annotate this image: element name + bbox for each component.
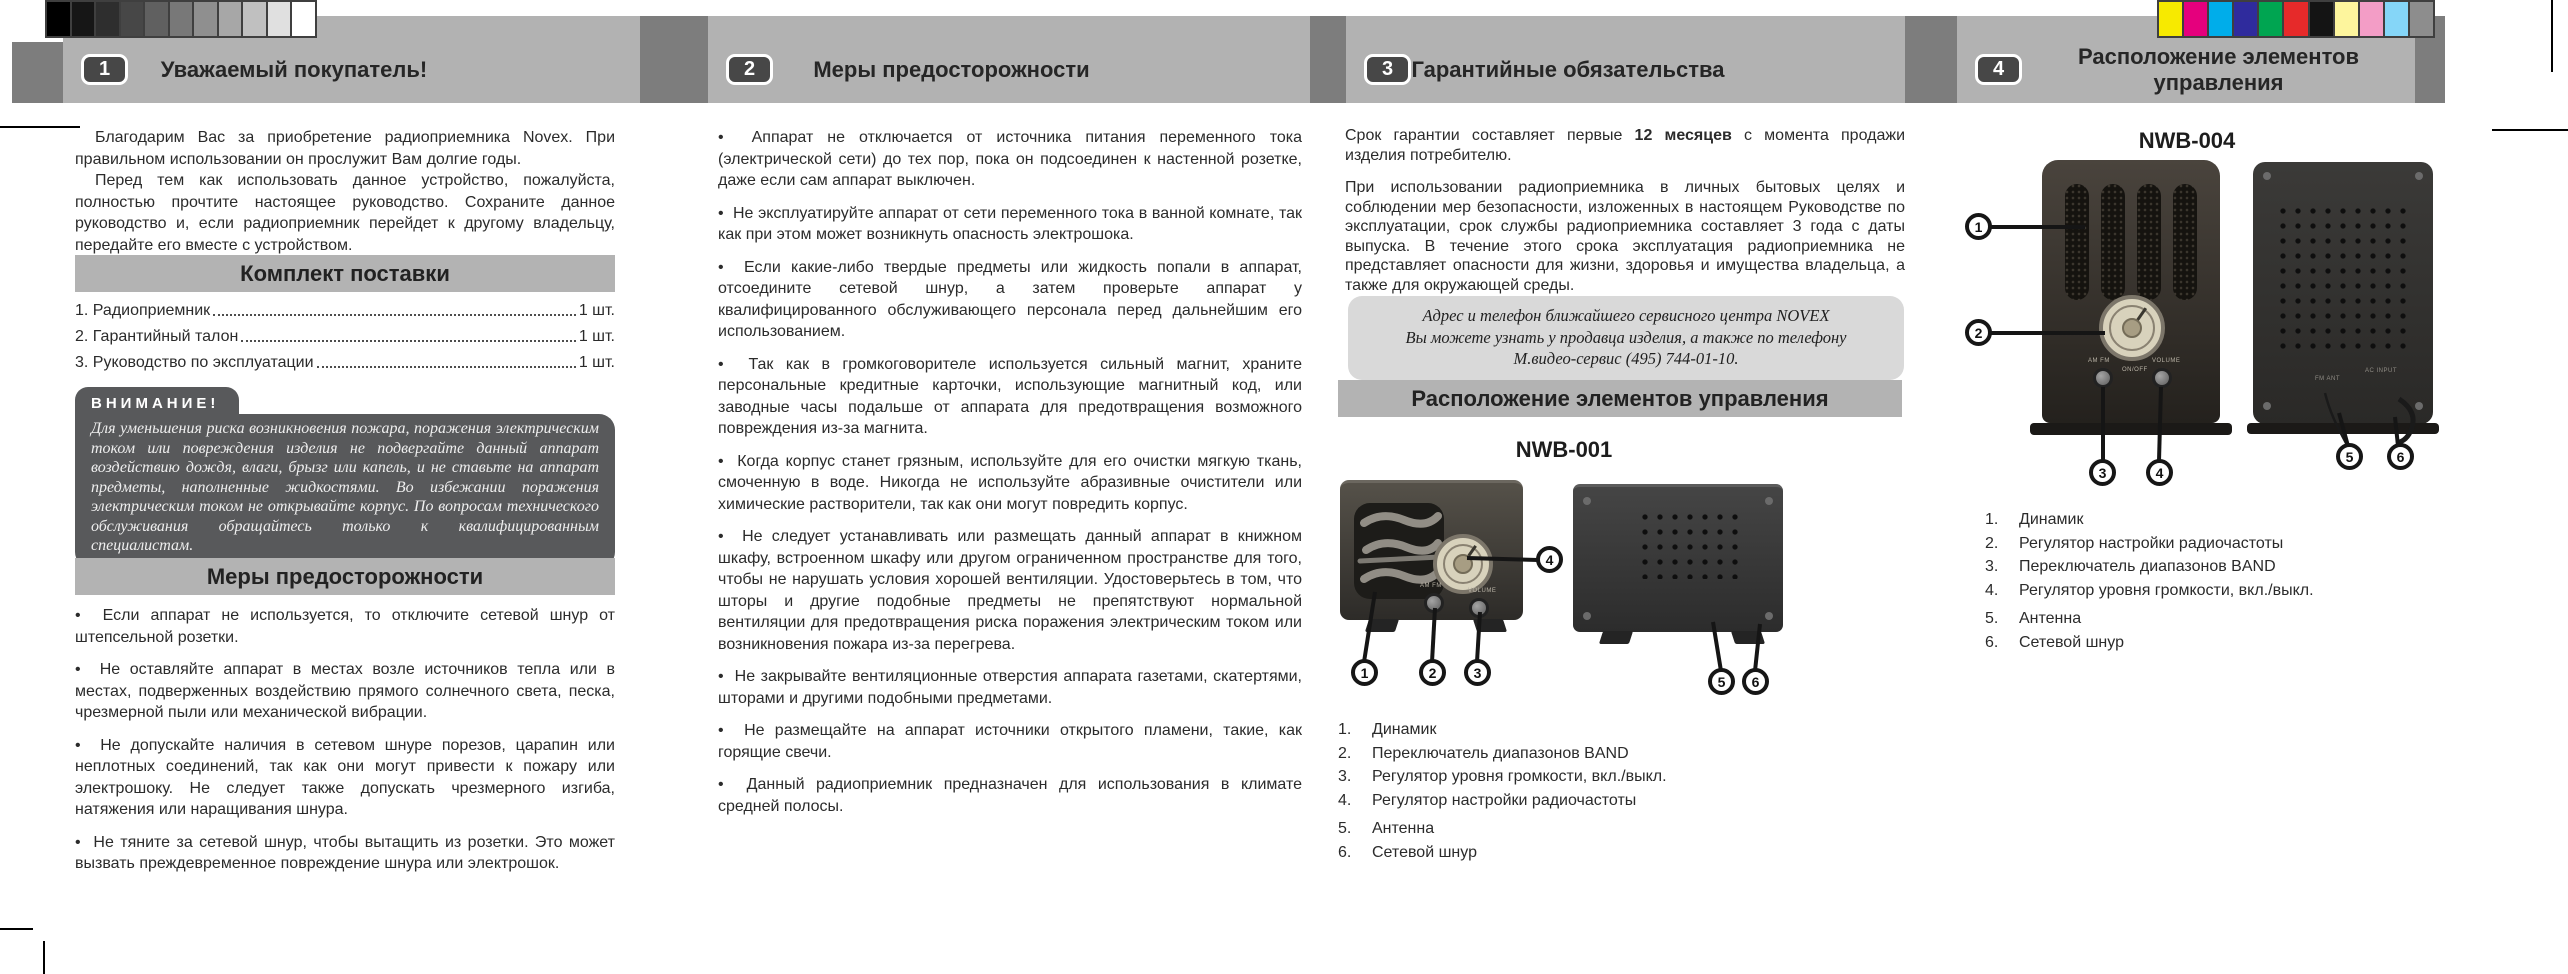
- dotted-leader: [317, 366, 576, 368]
- callout-2: 2: [1419, 659, 1446, 686]
- section-header-2: [708, 16, 1310, 103]
- warranty-paragraph-1: [1345, 126, 1905, 166]
- section-title: Расположение элементов управления: [2077, 43, 2360, 95]
- nwb-001-photos: [1335, 472, 1790, 707]
- calibration-swatch: [2234, 2, 2259, 36]
- power-knob-label: ON/OFF: [2122, 367, 2148, 373]
- bullet-item: • Так как в громкоговорителе используется сильный магнит, храните персональные кредитные карточки, использующие магнитный код, или заводные часы подальше от аппарата для предотвращения возможного повреждения из-за магнита.: [718, 354, 1302, 440]
- calibration-swatch: [96, 2, 121, 36]
- kit-item-label: 2. Гарантийный талон: [75, 328, 239, 345]
- list-item: [1338, 765, 1898, 789]
- section-number-badge: 2: [726, 54, 773, 85]
- list-item: [1985, 508, 2520, 532]
- list-item: [1338, 789, 1898, 813]
- list-item: [1985, 579, 2520, 603]
- callout-3: 3: [1464, 659, 1491, 686]
- calibration-swatch: [219, 2, 244, 36]
- section-number-badge: 3: [1364, 54, 1411, 85]
- section-number-badge: 1: [81, 54, 128, 85]
- callout-4: 4: [1536, 546, 1563, 573]
- calibration-swatch: [145, 2, 170, 36]
- calibration-swatch: [2410, 2, 2433, 36]
- calibration-swatch: [194, 2, 219, 36]
- kit-list: [75, 302, 615, 380]
- intro-paragraphs: [75, 127, 615, 256]
- attention-box: [75, 387, 615, 568]
- list-item-number: 3.: [1985, 558, 1999, 575]
- list-item-label: Динамик: [2019, 511, 2084, 528]
- service-center-note: [1348, 296, 1904, 380]
- warranty-period: 12 месяцев: [1634, 127, 1732, 144]
- bullet-item: • Когда корпус станет грязным, используйте для его очистки мягкую ткань, смоченную в воде. Никогда не используйте абразивные очистители или химические растворители, так как они могут повредить корпус.: [718, 451, 1302, 516]
- header-divider: [12, 42, 63, 103]
- section-number-badge: 4: [1975, 54, 2022, 85]
- section-title: Уважаемый покупатель!: [160, 56, 428, 82]
- color-calibration-bar: [2157, 0, 2435, 38]
- bullet-item: • Не допускайте наличия в сетевом шнуре порезов, царапин или неплотных соединений, так как они могут привести к пожару или электрошоку. Не следует также допускать чрезмерного изгиба, натяжения или наращивания шнура.: [75, 735, 615, 821]
- calibration-swatch: [2385, 2, 2410, 36]
- bullet-item: • Не закрывайте вентиляционные отверстия аппарата газетами, скатертями, шторами и другими подобными предметами.: [718, 666, 1302, 709]
- kit-item-label: 3. Руководство по эксплуатации: [75, 354, 314, 371]
- nwb-001-controls-list: [1338, 718, 1898, 864]
- calibration-swatch: [2209, 2, 2234, 36]
- callout-5: 5: [2336, 443, 2363, 470]
- safety-header: Меры предосторожности: [75, 558, 615, 595]
- calibration-swatch: [2360, 2, 2385, 36]
- list-item-label: Переключатель диапазонов BAND: [2019, 558, 2276, 575]
- dotted-leader: [241, 340, 576, 342]
- calibration-swatch: [2284, 2, 2309, 36]
- calibration-swatch: [2159, 2, 2184, 36]
- callout-5: 5: [1708, 668, 1735, 695]
- intro-paragraph-1: Благодарим Вас за приобретение радиоприемника Novex. При правильном использовании он прослужит Вам долгие годы.: [75, 129, 615, 168]
- service-note-line: М.видео-сервис (495) 744-01-10.: [1513, 349, 1739, 368]
- bullet-item: • Данный радиоприемник предназначен для использования в климате средней полосы.: [718, 774, 1302, 817]
- kit-item-qty: 1 шт.: [578, 328, 615, 345]
- bullet-item: • Не следует устанавливать или размещать данный аппарат в книжном шкафу, встроенном шкафу или другом ограниченном пространстве для того, чтобы не нарушать условия хорошей вентиляции. Удостоверьтесь в том, что шторы и другие подобные предметы не препятствуют нормальной вентиляции для предотвращения риска поражения электрическим током или возникновения пожара из-за перегрева.: [718, 526, 1302, 655]
- kit-item-qty: 1 шт.: [578, 302, 615, 319]
- calibration-swatch: [2310, 2, 2335, 36]
- nwb-004-photos: [1965, 155, 2525, 495]
- list-item-label: Антенна: [1372, 820, 1435, 837]
- safety-bullets-col2: [718, 127, 1302, 828]
- list-item-number: 6.: [1338, 843, 1352, 861]
- list-item: [1338, 742, 1898, 766]
- crop-mark: [2492, 129, 2568, 131]
- list-item-label: Регулятор уровня громкости, вкл./выкл.: [1372, 768, 1667, 785]
- callout-1: 1: [1351, 659, 1378, 686]
- callout-4: 4: [2146, 459, 2173, 486]
- kit-item-qty: 1 шт.: [578, 354, 615, 371]
- intro-paragraph-2: Перед тем как использовать данное устройство, пожалуйста, полностью прочтите настоящее руководство. Сохраните данное руководство и, если радиоприемник перейдет к другому владельцу, передайте его вместе с устройством.: [75, 172, 615, 254]
- kit-header: Комплект поставки: [75, 255, 615, 292]
- ac-input-label: AC INPUT: [2365, 368, 2398, 374]
- list-item-label: Динамик: [1372, 721, 1437, 738]
- callout-2: 2: [1965, 319, 1992, 346]
- list-item-label: Сетевой шнур: [1372, 843, 1477, 861]
- attention-text: Для уменьшения риска возникновения пожара, поражения электрическим током или повреждения изделия не подвергайте данный аппарат воздействию дождя, влаги, брызг или капель, и не ставьте на аппарат предметы, наполненные жидкостями. Во избежании поражения электрическим током не открывайте корпус. По вопросам технического обслуживания обращайтесь только к квалифицированным специалистам.: [75, 414, 615, 568]
- callout-lines: [1965, 155, 2525, 495]
- kit-item: [75, 328, 615, 346]
- list-item-label: Регулятор уровня громкости, вкл./выкл.: [2019, 581, 2314, 599]
- dotted-leader: [213, 314, 576, 316]
- bullet-item: • Не размещайте на аппарат источники открытого пламени, такие, как горящие свечи.: [718, 720, 1302, 763]
- list-item-number: 6.: [1985, 633, 1999, 651]
- list-item-label: Регулятор настройки радиочастоты: [2019, 534, 2284, 552]
- list-item-number: 4.: [1985, 581, 1999, 599]
- calibration-swatch: [243, 2, 268, 36]
- nwb-004-controls-list: [1985, 508, 2520, 654]
- section-header-3: [1346, 16, 1905, 103]
- list-item-label: Переключатель диапазонов BAND: [1372, 744, 1629, 762]
- list-item: [1338, 718, 1898, 742]
- crop-mark: [43, 941, 45, 974]
- callout-3: 3: [2089, 459, 2116, 486]
- callout-6: 6: [1742, 668, 1769, 695]
- calibration-swatch: [2184, 2, 2209, 36]
- kit-item-label: 1. Радиоприемник: [75, 302, 211, 319]
- list-item-number: 2.: [1985, 534, 1999, 552]
- crop-mark: [0, 126, 80, 128]
- section-title: Меры предосторожности: [813, 56, 1090, 82]
- list-item: [1338, 817, 1898, 841]
- list-item: [1338, 841, 1898, 865]
- list-item: [1985, 532, 2520, 556]
- bullet-item: • Если аппарат не используется, то отключите сетевой шнур от штепсельной розетки.: [75, 605, 615, 648]
- calibration-swatch: [47, 2, 72, 36]
- list-item-number: 1.: [1338, 721, 1352, 738]
- kit-item: [75, 302, 615, 320]
- header-divider: [1310, 16, 1346, 103]
- header-divider: [1905, 16, 1957, 103]
- model-title-nwb-001: NWB-001: [1515, 437, 1613, 462]
- list-item-number: 5.: [1985, 610, 1999, 627]
- list-item: [1985, 607, 2520, 631]
- list-item: [1985, 631, 2520, 655]
- warranty-text: с момента продажи изделия потребителю.: [1345, 127, 1905, 164]
- kit-item: [75, 354, 615, 372]
- calibration-swatch: [2259, 2, 2284, 36]
- list-item-number: 2.: [1338, 744, 1352, 762]
- list-item-number: 5.: [1338, 820, 1352, 837]
- band-knob-label: AM FM: [1420, 583, 1442, 589]
- model-title-nwb-004: NWB-004: [2138, 128, 2236, 153]
- list-item-number: 3.: [1338, 768, 1352, 785]
- calibration-swatch: [170, 2, 195, 36]
- callout-1: 1: [1965, 213, 1992, 240]
- grayscale-calibration-bar: [45, 0, 317, 38]
- callout-6: 6: [2387, 443, 2414, 470]
- calibration-swatch: [2335, 2, 2360, 36]
- service-note-line: Адрес и телефон ближайшего сервисного центра NOVEX: [1422, 306, 1830, 325]
- service-note-line: Вы можете узнать у продавца изделия, а также по телефону: [1405, 327, 1847, 347]
- list-item: [1985, 555, 2520, 579]
- attention-title: ВНИМАНИЕ!: [75, 387, 239, 416]
- list-item-number: 4.: [1338, 791, 1352, 809]
- list-item-label: Антенна: [2019, 610, 2082, 627]
- warranty-text: Срок гарантии составляет первые: [1345, 127, 1635, 144]
- fm-antenna-label: FM ANT: [2315, 376, 2340, 382]
- header-divider: [640, 16, 708, 103]
- bullet-item: • Аппарат не отключается от источника питания переменного тока (электрической сети) до тех пор, пока он подсоединен к настенной розетке, даже если сам аппарат выключен.: [718, 127, 1302, 192]
- crop-mark: [2551, 0, 2553, 72]
- controls-header: Расположение элементов управления: [1338, 380, 1902, 417]
- section-title: Гарантийные обязательства: [1411, 56, 1725, 82]
- safety-bullets-col1: [75, 605, 615, 886]
- calibration-swatch: [292, 2, 315, 36]
- warranty-paragraph-2: При использовании радиоприемника в личных бытовых целях и соблюдении мер безопасности, изложенных в настоящем Руководстве по эксплуатации, срок службы радиоприемника составляет 3 года с даты выпуска. В течение этого срока эксплуатация радиоприемника не представляет опасности для жизни, здоровья и имущества владельца, а также для окружающей среды.: [1345, 179, 1905, 294]
- bullet-item: • Если какие-либо твердые предметы или жидкость попали в аппарат, отсоедините сетевой шнур, а затем проверьте аппарат у квалифицированного обслуживающего персонала перед дальнейшим его использованием.: [718, 257, 1302, 343]
- crop-mark: [0, 928, 33, 930]
- bullet-item: • Не оставляйте аппарат в местах возле источников тепла или в местах, подверженных воздействию прямого солнечного света, песка, чрезмерной пыли или механической вибрации.: [75, 659, 615, 724]
- list-item-label: Сетевой шнур: [2019, 633, 2124, 651]
- volume-knob-label: VOLUME: [2152, 358, 2181, 364]
- volume-knob-label: VOLUME: [1468, 588, 1497, 594]
- calibration-swatch: [72, 2, 97, 36]
- list-item-number: 1.: [1985, 511, 1999, 528]
- band-knob-label: AM FM: [2088, 358, 2110, 364]
- bullet-item: • Не тяните за сетевой шнур, чтобы вытащить из розетки. Это может вызвать преждевременное повреждение шнура или электрошок.: [75, 832, 615, 875]
- bullet-item: • Не эксплуатируйте аппарат от сети переменного тока в ванной комнате, так как при этом может возникнуть опасность электрошока.: [718, 203, 1302, 246]
- list-item-label: Регулятор настройки радиочастоты: [1372, 791, 1637, 809]
- calibration-swatch: [121, 2, 146, 36]
- calibration-swatch: [268, 2, 293, 36]
